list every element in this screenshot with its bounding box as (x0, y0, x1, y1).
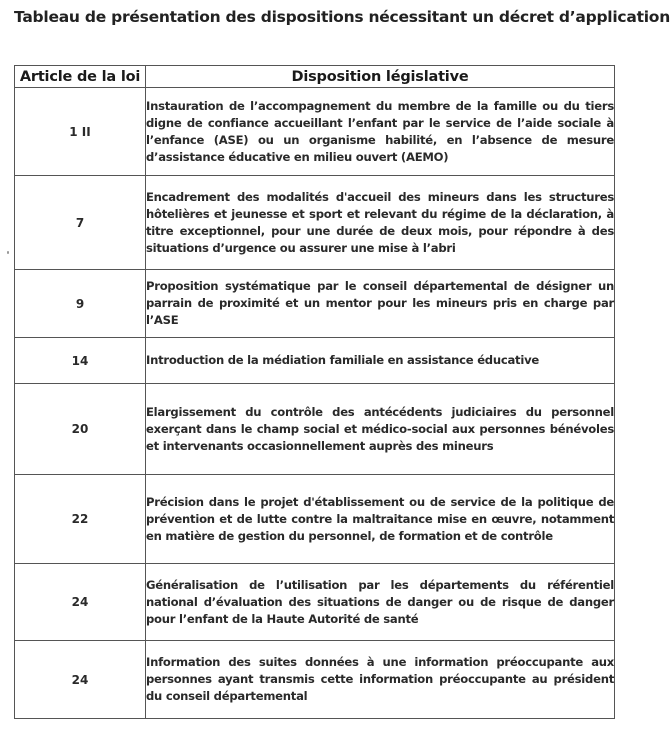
disposition-cell: Instauration de l’accompagnement du membre de la famille ou du tiers digne de confiance accueillant l’enfant par le service de l’aide sociale à l’enfance (ASE) ou un organisme habilité, en l’absence de mesure d’assistance éducative en milieu ouvert (AEMO) (146, 88, 615, 176)
table-row (15, 338, 615, 384)
disposition-cell: Elargissement du contrôle des antécédents judiciaires du personnel exerçant dans le champ social et médico-social aux personnes bénévoles et intervenants occasionnellement auprès des mineurs (146, 384, 615, 475)
disposition-cell: Précision dans le projet d'établissement ou de service de la politique de prévention et de lutte contre la maltraitance mise en œuvre, notamment en matière de gestion du personnel, de formation et de contrôle (146, 475, 615, 564)
disposition-cell: Information des suites données à une information préoccupante aux personnes ayant transmis cette information préoccupante au président du conseil départemental (146, 641, 615, 719)
scan-speck (7, 251, 9, 254)
disposition-cell: Généralisation de l’utilisation par les départements du référentiel national d’évaluation des situations de danger ou de risque de danger pour l’enfant de la Haute Autorité de santé (146, 564, 615, 641)
article-cell: 9 (15, 270, 146, 338)
document-title: Tableau de présentation des dispositions nécessitant un décret d’application (14, 8, 670, 26)
table-row (15, 641, 615, 719)
dispositions-table (14, 65, 615, 719)
article-cell: 22 (15, 475, 146, 564)
table-row (15, 88, 615, 176)
article-cell: 24 (15, 564, 146, 641)
table-header-row (15, 66, 615, 88)
article-cell: 24 (15, 641, 146, 719)
table-row (15, 475, 615, 564)
header-disposition: Disposition législative (146, 66, 615, 88)
disposition-cell: Encadrement des modalités d'accueil des mineurs dans les structures hôtelières et jeunesse et sport et relevant du régime de la déclaration, à titre exceptionnel, pour une durée de deux mois, pour répondre à des situations d’urgence ou assurer une mise à l’abri (146, 176, 615, 270)
disposition-cell: Proposition systématique par le conseil départemental de désigner un parrain de proximité et un mentor pour les mineurs pris en charge par l’ASE (146, 270, 615, 338)
article-cell: 7 (15, 176, 146, 270)
table-row (15, 384, 615, 475)
article-cell: 14 (15, 338, 146, 384)
table-row (15, 176, 615, 270)
article-cell: 20 (15, 384, 146, 475)
table-row (15, 270, 615, 338)
article-cell: 1 II (15, 88, 146, 176)
disposition-cell: Introduction de la médiation familiale en assistance éducative (146, 338, 615, 384)
table-row (15, 564, 615, 641)
header-article: Article de la loi (15, 66, 146, 88)
